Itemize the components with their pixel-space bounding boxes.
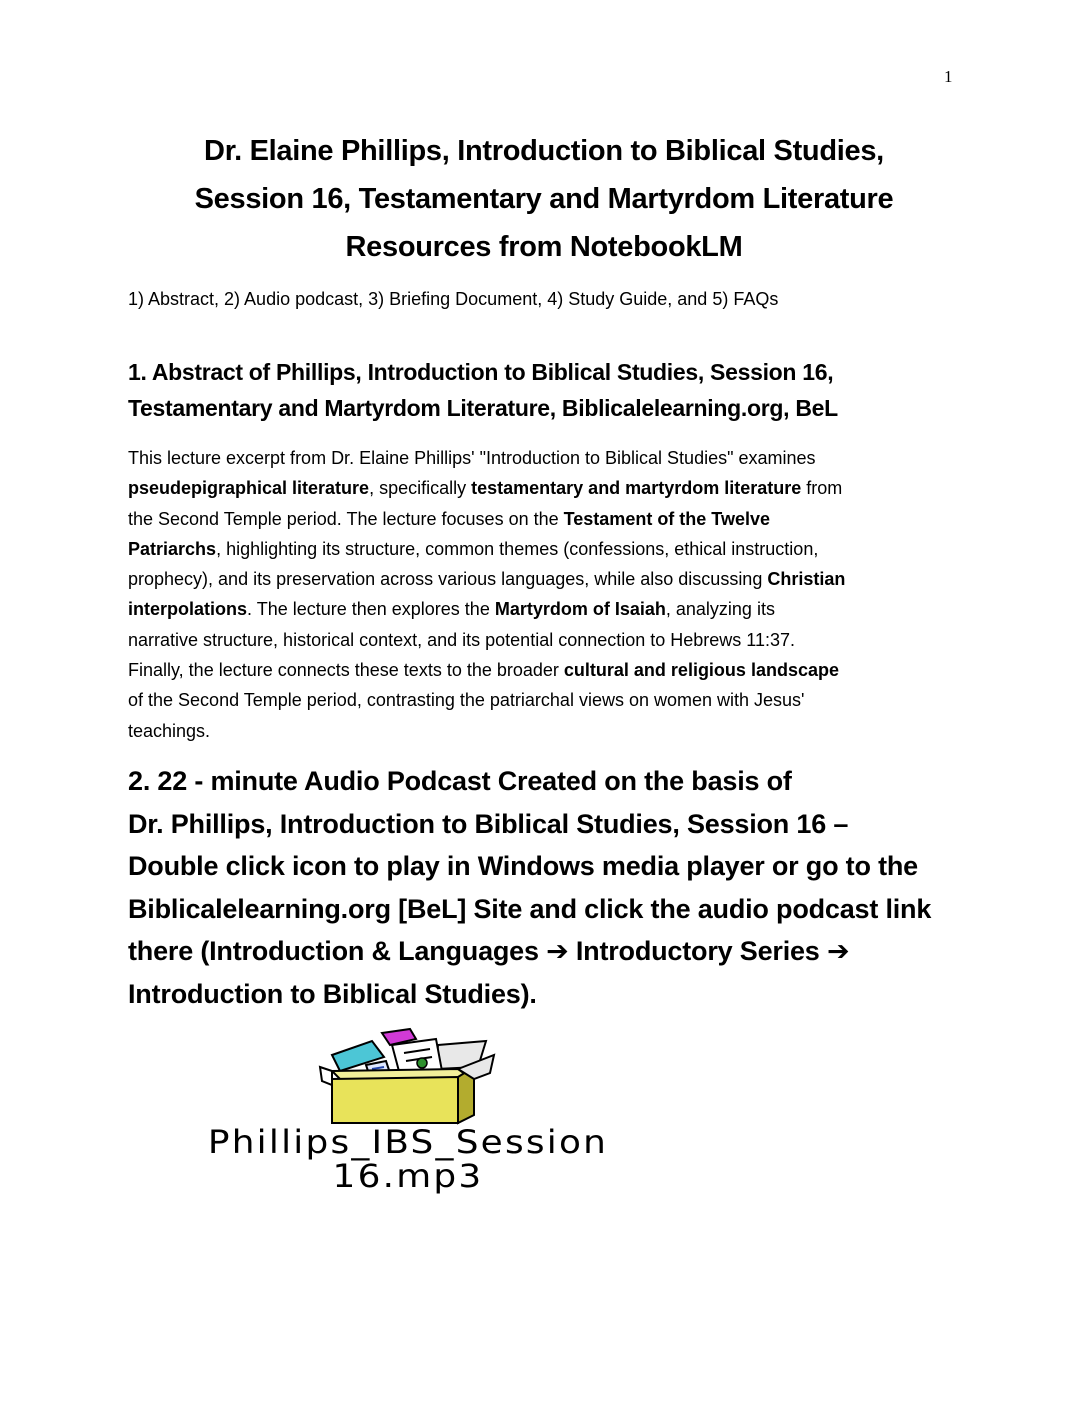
abstract-text: Finally, the lecture connects these texts to the broader (128, 660, 564, 681)
section-1-heading-line-2: Testamentary and Martyrdom Literature, Biblicalelearning.org, BeL (128, 395, 838, 421)
abstract-line (128, 473, 958, 503)
bold-term: Martyrdom of Isaiah (494, 599, 666, 620)
section-2-line: 2. 22 - minute Audio Podcast Created on the basis of (128, 766, 792, 796)
abstract-text: from (801, 478, 843, 499)
filename-line-1: Phillips_IBS_Session (207, 1123, 609, 1161)
title-line-2: Session 16, Testamentary and Martyrdom Literature (194, 183, 894, 215)
right-arrow-icon: ➔ (826, 936, 850, 966)
bold-term: testamentary and martyrdom literature (471, 478, 802, 499)
contents-list: 1) Abstract, 2) Audio podcast, 3) Briefing Document, 4) Study Guide, and 5) FAQs (128, 289, 779, 309)
filename-line-2: 16.mp3 (332, 1157, 484, 1195)
audio-podcast-attachment[interactable] (128, 1027, 688, 1207)
abstract-line (128, 504, 958, 534)
bold-term: Christian (767, 569, 846, 590)
abstract-text: prophecy), and its preservation across various languages, while also discussing (128, 569, 768, 590)
abstract-paragraph (128, 443, 958, 746)
section-2-line: Double click icon to play in Windows media player or go to the (128, 851, 918, 881)
abstract-text: , specifically (369, 478, 472, 499)
title-line-1: Dr. Elaine Phillips, Introduction to Biblical Studies, (204, 135, 884, 167)
abstract-line: of the Second Temple period, contrasting the patriarchal views on women with Jesus' (128, 690, 805, 711)
section-1-heading-line-1: 1. Abstract of Phillips, Introduction to Biblical Studies, Session 16, (128, 359, 834, 385)
document-title (128, 127, 960, 271)
bold-term: Testament of the Twelve (563, 508, 771, 529)
section-2-line (128, 930, 978, 973)
bold-term: pseudepigraphical literature (128, 478, 370, 499)
abstract-line: narrative structure, historical context, and its potential connection to Hebrews 11:37. (128, 629, 796, 650)
bold-term: cultural and religious landscape (563, 660, 839, 681)
abstract-line: teachings. (128, 720, 211, 741)
section-2-text: Introductory Series (568, 936, 827, 966)
abstract-text: the Second Temple period. The lecture focuses on the (128, 508, 564, 529)
bold-term: Patriarchs (128, 538, 217, 559)
section-2-line: Biblicalelearning.org [BeL] Site and click the audio podcast link (128, 893, 932, 924)
section-2-text: there (Introduction & Languages (128, 936, 547, 966)
abstract-line (128, 655, 958, 685)
right-arrow-icon: ➔ (546, 936, 569, 966)
section-1-heading (128, 354, 968, 426)
bold-term: interpolations (128, 599, 248, 620)
abstract-text: , analyzing its (665, 599, 775, 620)
abstract-line (128, 534, 958, 564)
abstract-line (128, 594, 958, 624)
section-2-line: Introduction to Biblical Studies). (128, 978, 537, 1009)
abstract-text: , highlighting its structure, common themes (confessions, ethical instruction, (216, 538, 819, 559)
page-number: 1 (944, 67, 953, 86)
section-2-heading (128, 760, 978, 1015)
package-icon (318, 1027, 498, 1127)
title-line-3: Resources from NotebookLM (345, 231, 743, 263)
abstract-line: This lecture excerpt from Dr. Elaine Phillips' "Introduction to Biblical Studies" examines (128, 448, 816, 468)
attachment-filename[interactable] (94, 1125, 721, 1193)
section-2-line: Dr. Phillips, Introduction to Biblical Studies, Session 16 – (128, 808, 849, 839)
abstract-text: . The lecture then explores the (247, 599, 495, 620)
abstract-line (128, 564, 958, 594)
